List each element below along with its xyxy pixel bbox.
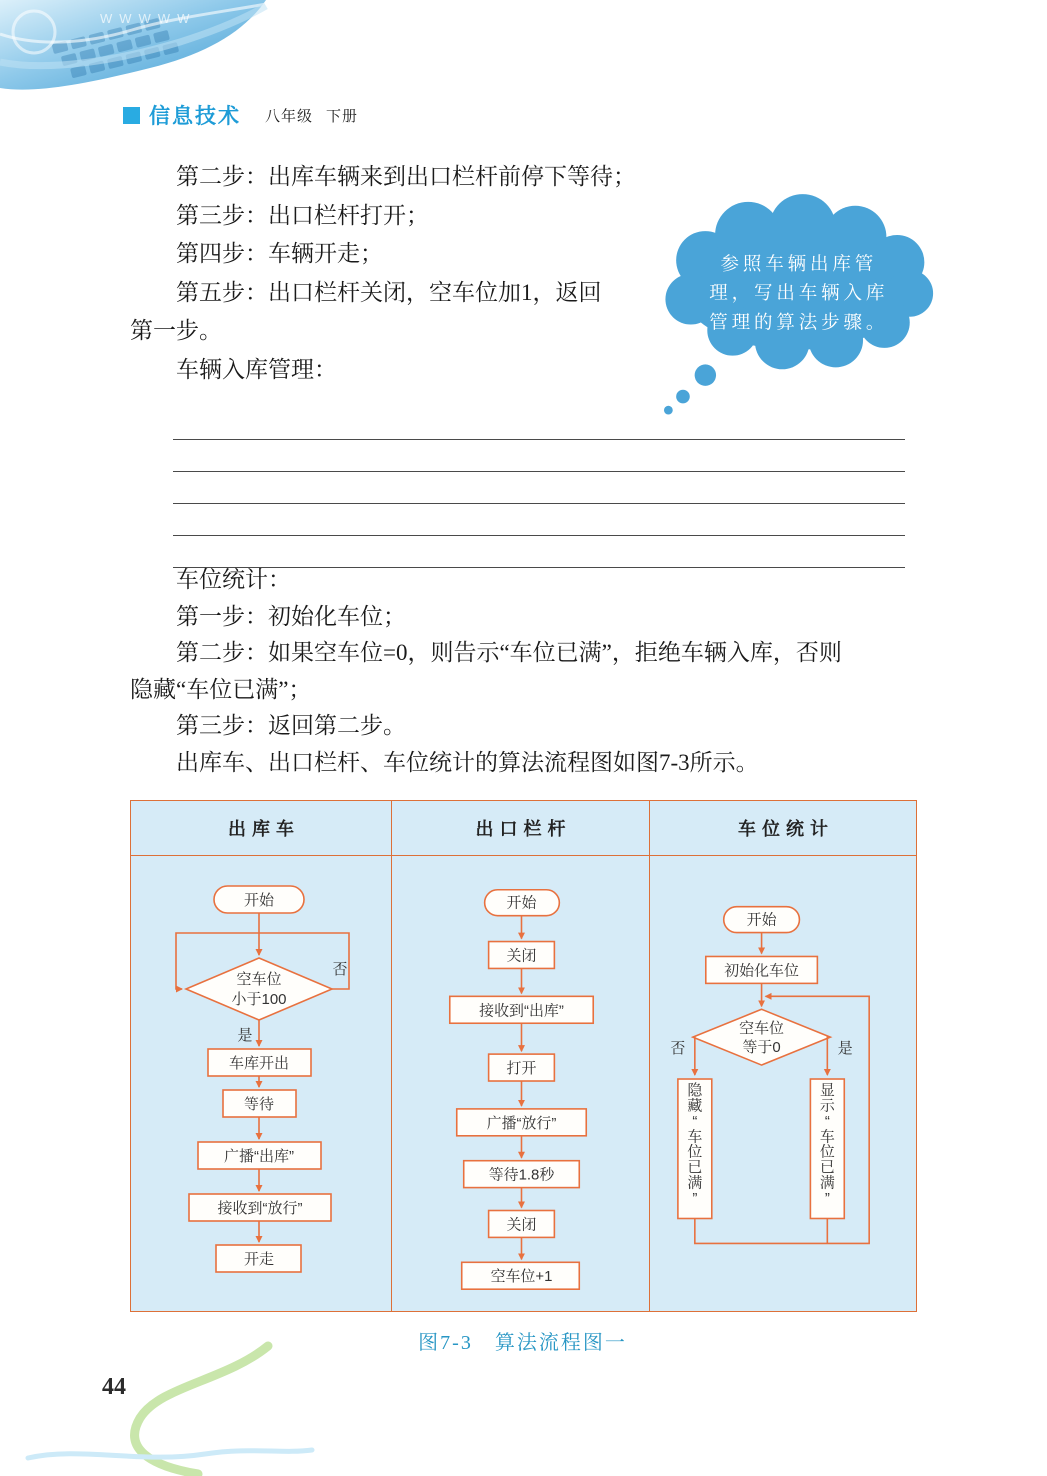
- column-title: 出口栏杆: [392, 801, 649, 856]
- process-text: 接收到“出库”: [479, 1002, 564, 1020]
- flow-column-exit-barrier: [391, 801, 649, 1311]
- bubble-tail-1: [695, 364, 716, 385]
- flowchart-exit-barrier: [392, 856, 649, 1311]
- body-line: 车位统计：: [176, 567, 291, 592]
- bubble-tail-2: [676, 390, 690, 404]
- chapter-header: [123, 100, 358, 130]
- process-text: 车库开出: [228, 1055, 290, 1072]
- body-line: 第二步：出库车辆来到出口栏杆前停下等待；: [176, 164, 636, 189]
- volume-label: 下册: [326, 107, 359, 125]
- bubble-text-line: 理，写出车辆入库: [709, 282, 889, 304]
- process-text-vertical: 隐藏“车位已满”: [687, 1081, 703, 1208]
- decision-text: 空车位: [739, 1020, 784, 1038]
- subject-title: 信息技术: [149, 105, 241, 128]
- flowchart-grid: [131, 801, 916, 1311]
- answer-blank-line: [173, 504, 905, 536]
- figure-7-3: [130, 800, 917, 1312]
- decision-text: 等于0: [742, 1039, 781, 1057]
- banner-www-text: WWWWW: [100, 11, 197, 26]
- answer-blank-line: [173, 472, 905, 504]
- answer-lines: [173, 408, 905, 568]
- header-square-icon: [123, 107, 140, 124]
- body-line: 出库车、出口栏杆、车位统计的算法流程图如图7-3所示。: [176, 749, 759, 775]
- process-text: 等待1.8秒: [488, 1166, 555, 1184]
- flow-column-exit-car: [131, 801, 391, 1311]
- figure-caption: 图7-3 算法流程图一: [418, 1332, 627, 1354]
- process-text: 初始化车位: [724, 962, 799, 980]
- process-text-vertical: 显示“车位已满”: [819, 1081, 835, 1208]
- process-text: 广播“放行”: [486, 1114, 557, 1132]
- steps-parking-statistics: [130, 562, 920, 781]
- body-line: 隐藏“车位已满”；: [130, 676, 312, 702]
- banner-art: [0, 0, 272, 114]
- body-line: 第五步：出口栏杆关闭，空车位加1，返回: [176, 279, 602, 305]
- decorative-banner: [0, 0, 272, 114]
- bubble-tail-3: [664, 406, 673, 415]
- no-label: 否: [670, 1040, 686, 1058]
- process-text: 关闭: [506, 947, 537, 965]
- process-text: 开走: [243, 1251, 275, 1268]
- flowchart-parking-stats: [650, 856, 916, 1311]
- branch-no-wire: [693, 1037, 695, 1075]
- answer-blank-line: [173, 440, 905, 472]
- grade-label: 八年级: [265, 107, 314, 125]
- cloud-shape: [664, 194, 933, 414]
- start-label: 开始: [243, 892, 275, 909]
- decision-text: 空车位: [236, 971, 282, 988]
- body-line: 第三步：出口栏杆打开；: [176, 202, 429, 228]
- body-line: 第一步。: [130, 318, 222, 343]
- body-line: 第四步：车辆开走；: [176, 241, 383, 266]
- bubble-text-line: 参照车辆出库管: [720, 253, 878, 275]
- page-number: 44: [102, 1374, 126, 1400]
- yes-label: 是: [837, 1040, 853, 1058]
- body-line: 第二步：如果空车位=0，则告示“车位已满”，拒绝车辆入库，否则: [176, 640, 842, 665]
- thought-bubble: [645, 190, 937, 424]
- body-line: 第三步：返回第二步。: [176, 713, 406, 738]
- flow-column-parking-stats: [649, 801, 916, 1311]
- start-label: 开始: [746, 911, 777, 929]
- process-text: 打开: [506, 1060, 537, 1078]
- column-title: 出库车: [131, 801, 391, 856]
- body-line: 车辆入库管理：: [176, 356, 337, 382]
- process-text: 等待: [243, 1096, 275, 1113]
- process-text: 空车位+1: [490, 1268, 553, 1286]
- no-label: 否: [332, 961, 348, 978]
- process-text: 接收到“放行”: [217, 1200, 303, 1217]
- thought-bubble-art: [645, 190, 937, 424]
- process-text: 关闭: [506, 1216, 537, 1234]
- start-label: 开始: [506, 894, 537, 912]
- body-line: 第一步：初始化车位；: [176, 603, 406, 629]
- bubble-text-line: 管理的算法步骤。: [709, 311, 889, 333]
- decision-diamond: [186, 958, 332, 1020]
- column-title: 车位统计: [650, 801, 916, 856]
- yes-label: 是: [237, 1027, 253, 1044]
- decision-text: 小于100: [231, 991, 287, 1008]
- flowchart-exit-car: [131, 856, 391, 1311]
- branch-yes-wire: [827, 1037, 830, 1075]
- blue-wave: [28, 1450, 312, 1458]
- process-text: 广播“出库”: [224, 1148, 294, 1165]
